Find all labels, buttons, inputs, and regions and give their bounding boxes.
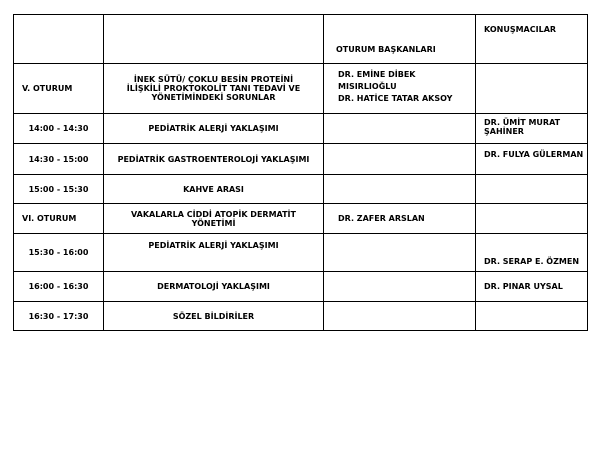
header-empty-cell-2	[104, 15, 324, 64]
session-5-row	[14, 64, 588, 114]
session-6-chairs	[324, 204, 476, 234]
chair-cell	[324, 175, 476, 204]
time-cell: 15:00 - 15:30	[14, 175, 104, 204]
chair-cell	[324, 234, 476, 272]
speaker-name: DR. SERAP E. ÖZMEN	[484, 257, 580, 266]
chair-cell	[324, 302, 476, 331]
table-row	[14, 144, 588, 175]
time-cell: 15:30 - 16:00	[14, 234, 104, 272]
session-5-speaker-empty	[476, 64, 588, 114]
chair-name: DR. ZAFER ARSLAN	[338, 213, 425, 223]
speaker-cell: DR. PINAR UYSAL	[476, 272, 588, 302]
speaker-name: DR. ÜMİT MURAT ŞAHİNER	[484, 118, 561, 136]
session-6-label: VI. OTURUM	[14, 204, 104, 234]
chair-cell	[324, 144, 476, 175]
chairs-header	[324, 15, 476, 64]
time-cell: 14:00 - 14:30	[14, 114, 104, 144]
header-empty-cell-1	[14, 15, 104, 64]
speakers-header	[476, 15, 588, 64]
chair-cell	[324, 272, 476, 302]
speaker-cell	[476, 234, 588, 272]
header-row	[14, 15, 588, 64]
time-cell: 14:30 - 15:00	[14, 144, 104, 175]
session-5-title-line: YÖNETİMİNDEKİ SORUNLAR	[151, 93, 276, 102]
table-row	[14, 234, 588, 272]
session-6-title	[104, 204, 324, 234]
chairs-header-label: OTURUM BAŞKANLARI	[336, 45, 436, 54]
session-6-speaker-empty	[476, 204, 588, 234]
table-row	[14, 114, 588, 144]
speaker-cell	[476, 175, 588, 204]
chair-name: DR. HATİCE TATAR AKSOY	[338, 94, 453, 103]
topic-cell	[104, 234, 324, 272]
session-5-chairs	[324, 64, 476, 114]
table-row	[14, 175, 588, 204]
speaker-name: DR. FULYA GÜLERMAN	[484, 150, 584, 159]
session-6-title-line: VAKALARLA CİDDİ ATOPİK DERMATİT	[131, 209, 296, 219]
topic-cell: KAHVE ARASI	[104, 175, 324, 204]
topic-cell: SÖZEL BİLDİRİLER	[104, 302, 324, 331]
topic-cell: PEDİATRİK GASTROENTEROLOJİ YAKLAŞIMI	[104, 144, 324, 175]
speakers-header-label: KONUŞMACILAR	[484, 25, 557, 34]
session-5-title-line: İNEK SÜTÜ/ ÇOKLU BESİN PROTEİNİ	[133, 75, 294, 84]
table-row	[14, 302, 588, 331]
speaker-cell	[476, 144, 588, 175]
session-5-title-line: İLİŞKİLİ PROKTOKOLİT TANI TEDAVİ VE	[126, 84, 301, 93]
program-table	[13, 14, 588, 331]
session-6-row	[14, 204, 588, 234]
time-cell: 16:30 - 17:30	[14, 302, 104, 331]
topic-text: PEDİATRİK ALERJİ YAKLAŞIMI	[148, 241, 279, 250]
time-cell: 16:00 - 16:30	[14, 272, 104, 302]
session-6-title-line: YÖNETİMİ	[191, 218, 236, 228]
topic-cell: DERMATOLOJİ YAKLAŞIMI	[104, 272, 324, 302]
session-5-title	[104, 64, 324, 114]
speaker-cell	[476, 114, 588, 144]
chair-cell	[324, 114, 476, 144]
chair-name: DR. EMİNE DİBEK MISIRLIOĞLU	[338, 70, 416, 91]
table-row	[14, 272, 588, 302]
topic-cell: PEDİATRİK ALERJİ YAKLAŞIMI	[104, 114, 324, 144]
session-5-label: V. OTURUM	[14, 64, 104, 114]
speaker-cell	[476, 302, 588, 331]
